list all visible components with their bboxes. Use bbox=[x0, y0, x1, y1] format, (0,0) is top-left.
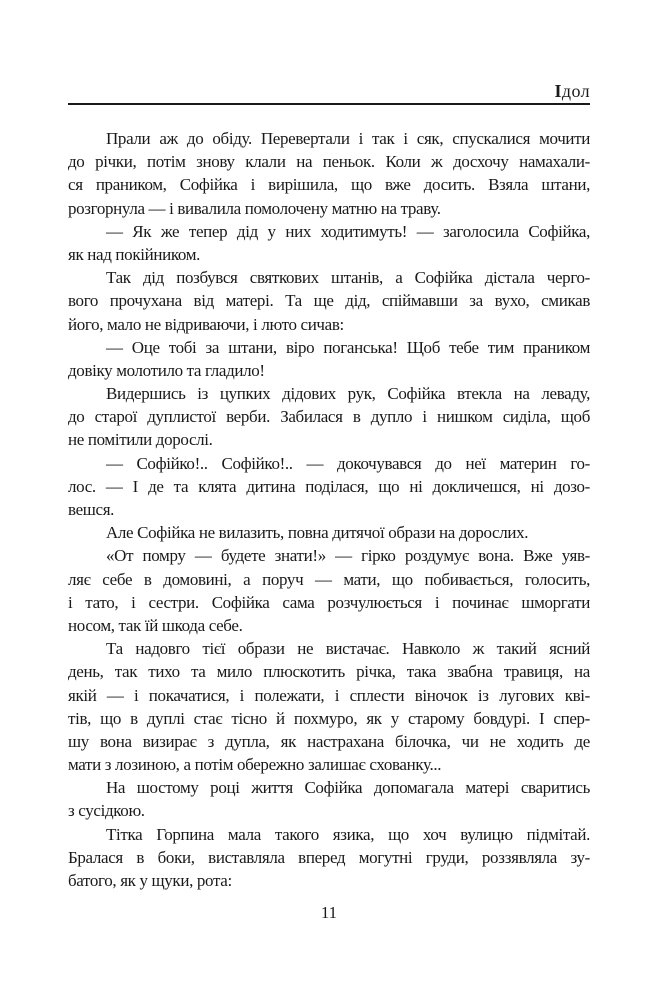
text-line: ся праником, Софійка і вирішила, що вже досить. Взяла штани, bbox=[68, 175, 590, 195]
text-line: Видершись із цупких дідових рук, Софійка втекла на леваду, bbox=[106, 384, 590, 404]
paragraph bbox=[68, 220, 590, 266]
text-line: як над покійником. bbox=[68, 244, 201, 264]
text-line: Тітка Горпина мала такого язика, що хоч вулицю підмітай. bbox=[106, 824, 590, 844]
text-line: Але Софійка не вилазить, повна дитячої образи на дорослих. bbox=[106, 523, 529, 543]
text-line: день, так тихо та мило плюскотить річка, така звабна травиця, на bbox=[68, 662, 590, 682]
text-line: На шостому році життя Софійка допомагала матері сваритись bbox=[106, 778, 590, 798]
text-line: і тато, і сестри. Софійка сама розчулюється і починає шморгати bbox=[68, 592, 590, 612]
text-line: до старої дуплистої верби. Забилася в дупло і нишком сиділа, щоб bbox=[68, 407, 590, 427]
text-line: носом, так їй шкода себе. bbox=[68, 615, 243, 635]
paragraph bbox=[68, 127, 590, 220]
text-line: Так дід позбувся святкових штанів, а Софійка дістала черго- bbox=[106, 268, 590, 288]
text-line: якій — і покачатися, і полежати, і сплести віночок із лугових кві- bbox=[68, 685, 590, 705]
text-line: його, мало не відриваючи, і люто сичав: bbox=[68, 314, 344, 334]
text-line: шу вона визирає з дупла, як настрахана білочка, чи не ходить де bbox=[68, 731, 590, 751]
text-line: лос. — І де та клята дитина поділася, що ні докличешся, ні дозо- bbox=[68, 476, 590, 496]
paragraph bbox=[68, 382, 590, 452]
text-line: Та надовго тієї образи не вистачає. Навколо ж такий ясний bbox=[106, 639, 590, 659]
paragraph bbox=[68, 544, 590, 637]
text-line: Бралася в боки, виставляла вперед могутні груди, роззявляла зу- bbox=[68, 847, 590, 867]
text-line: до річки, потім знову клали на пеньок. Коли ж досхочу намахали- bbox=[68, 152, 590, 172]
paragraph bbox=[68, 521, 590, 544]
text-line: — Софійко!.. Софійко!.. — докочувався до неї материн го- bbox=[106, 453, 590, 473]
text-line: довіку молотило та гладило! bbox=[68, 360, 265, 380]
paragraph bbox=[68, 637, 590, 776]
text-line: тів, що в дуплі стає тісно й похмуро, як у старому бовдурі. І спер- bbox=[68, 708, 590, 728]
text-line: не помітили дорослі. bbox=[68, 430, 213, 450]
text-line: Прали аж до обіду. Перевертали і так і сяк, спускалися мочити bbox=[106, 129, 590, 148]
text-line: вешся. bbox=[68, 500, 115, 519]
paragraph bbox=[68, 336, 590, 382]
page-number: 11 bbox=[320, 903, 338, 922]
text-line: з сусідкою. bbox=[68, 801, 145, 821]
body-text bbox=[68, 127, 590, 892]
text-line: — Як же тепер дід у них ходитимуть! — заголосила Софійка, bbox=[106, 221, 590, 241]
header-rule bbox=[68, 103, 590, 105]
text-line: — Оце тобі за штани, віро поганська! Щоб тебе тим праником bbox=[106, 337, 590, 357]
text-line: «От помру — будете знати!» — гірко роздумує вона. Вже уяв- bbox=[106, 546, 590, 566]
paragraph bbox=[68, 266, 590, 336]
text-line: батого, як у щуки, рота: bbox=[68, 871, 232, 890]
text-line: вого прочухана від матері. Та ще дід, спіймавши за вухо, смикав bbox=[68, 291, 590, 311]
paragraph bbox=[68, 776, 590, 822]
paragraph bbox=[68, 452, 590, 522]
text-line: розгорнула — і вивалила помолочену матню на траву. bbox=[68, 198, 441, 218]
text-line: мати з лозиною, а потім обережно залишає схованку... bbox=[68, 755, 442, 775]
text-line: ляє себе в домовині, а поруч — мати, що побивається, голосить, bbox=[68, 569, 590, 589]
running-header: Ідол bbox=[554, 81, 590, 101]
paragraph bbox=[68, 823, 590, 893]
